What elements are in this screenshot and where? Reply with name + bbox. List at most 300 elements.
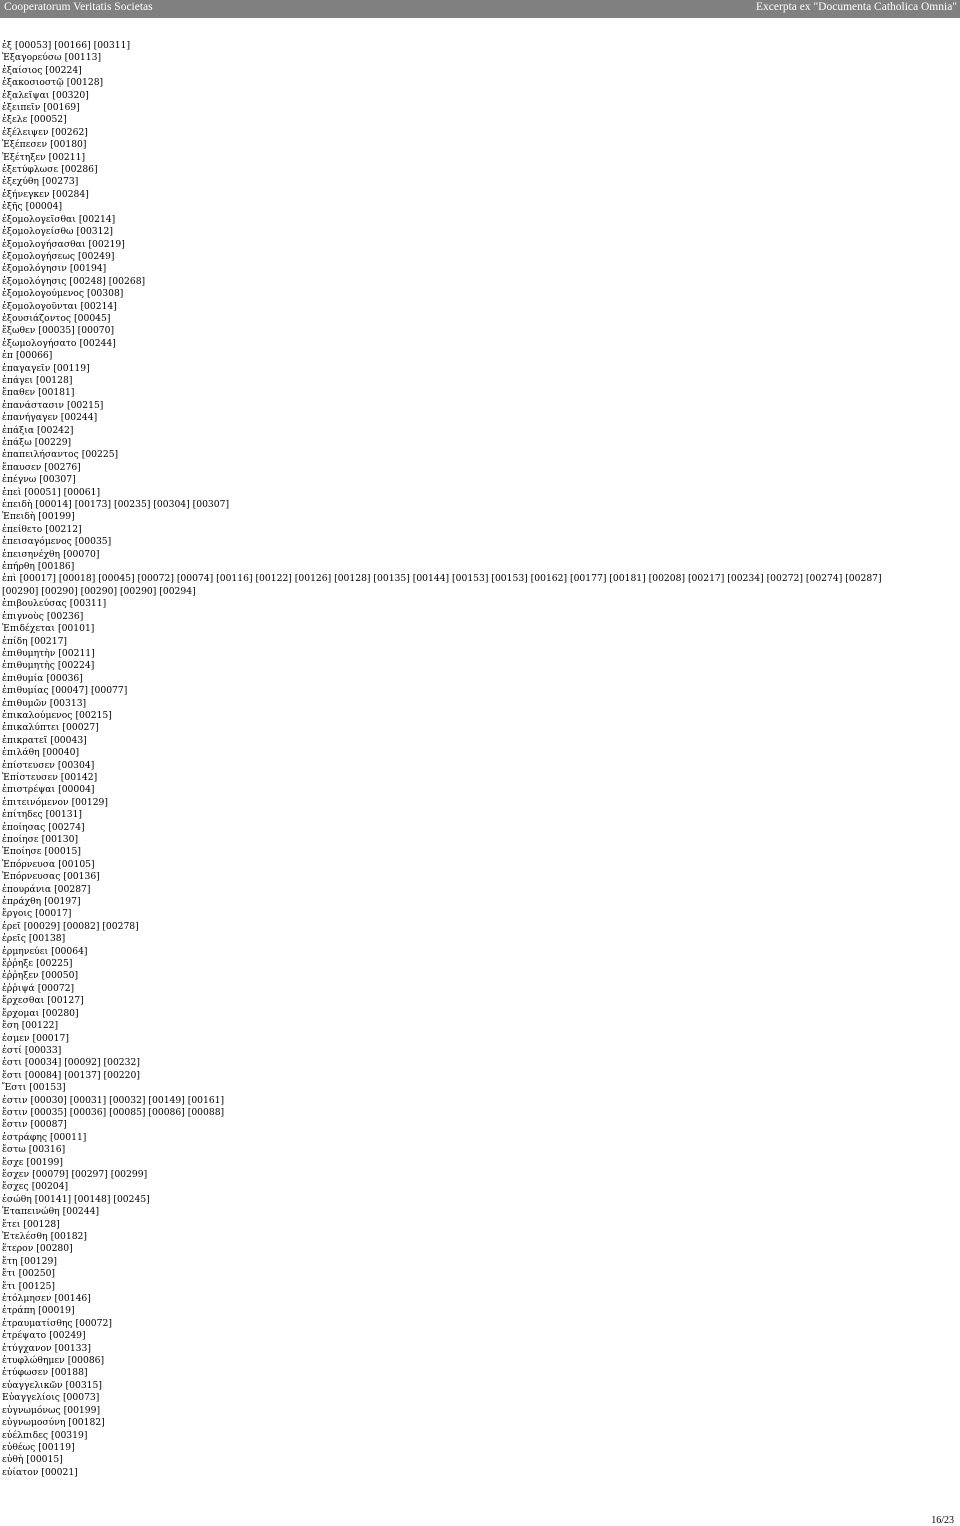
- index-entry: [2, 822, 907, 834]
- index-references: [00129]: [20, 1255, 57, 1267]
- index-entry: [2, 40, 907, 52]
- index-entry: [2, 772, 907, 784]
- index-references: [00004]: [25, 201, 63, 213]
- index-word: ἐξειπεῖν: [2, 102, 41, 114]
- index-word: ἐπίστευσεν: [2, 759, 55, 771]
- index-word: εὐίατον: [2, 1466, 39, 1478]
- index-entry: [2, 573, 907, 598]
- index-word: ἐπράχθη: [2, 896, 42, 908]
- index-entry: [2, 164, 907, 176]
- index-word: Ἐπίστευσεν: [2, 771, 58, 783]
- index-word: ἐπεισηνέχθη: [2, 548, 61, 560]
- index-references: [00141] [00148] [00245]: [34, 1193, 150, 1205]
- index-references: [00043]: [50, 734, 87, 746]
- index-word: ἐπεισαγόμενος: [2, 536, 72, 548]
- index-entry: [2, 1095, 907, 1107]
- index-word: ἔσχε: [2, 1156, 24, 1168]
- index-entry: [2, 90, 907, 102]
- index-references: [00131]: [45, 809, 83, 821]
- index-entry: [2, 425, 907, 437]
- index-references: [00119]: [53, 362, 90, 374]
- index-entry: [2, 462, 907, 474]
- index-references: [00236]: [46, 610, 84, 622]
- index-entry: [2, 338, 907, 350]
- index-references: [00280]: [42, 1007, 79, 1019]
- index-references: [00101]: [58, 623, 95, 635]
- index-word: ἔστι: [2, 1069, 22, 1081]
- index-entry: [2, 623, 907, 635]
- index-word: ἐστι: [2, 1057, 22, 1069]
- index-entry: [2, 846, 907, 858]
- index-entry: [2, 1392, 907, 1404]
- index-references: [00035] [00036] [00085] [00086] [00088]: [30, 1106, 225, 1118]
- index-entry: [2, 859, 907, 871]
- index-word: ἐποίησε: [2, 834, 39, 845]
- index-word: ἔτι: [2, 1280, 16, 1292]
- index-entry: [2, 1281, 907, 1293]
- index-word: ἐξομολόγησιν: [2, 263, 67, 275]
- index-word: ἔτη: [2, 1255, 18, 1267]
- index-entry: [2, 784, 907, 796]
- index-word: ἐτυφλώθημεν: [2, 1355, 65, 1367]
- index-word: ἕτερον: [2, 1243, 34, 1255]
- index-entry: [2, 313, 907, 325]
- index-word: ἔπαθεν: [2, 387, 36, 399]
- index-entry: [2, 698, 907, 710]
- index-word: ἐξ: [2, 40, 12, 51]
- index-references: [00280]: [36, 1243, 73, 1255]
- index-entry: [2, 735, 907, 747]
- index-word: ἐπιστρέψαι: [2, 784, 56, 796]
- index-word: Ἐταπεινώθη: [2, 1206, 60, 1218]
- index-word: ἐπίτηδες: [2, 809, 43, 821]
- index-word: ἐπὶ: [2, 573, 17, 585]
- index-references: [00286]: [61, 164, 98, 176]
- index-entry: [2, 301, 907, 313]
- index-references: [00045]: [74, 312, 111, 324]
- index-entry: [2, 276, 907, 288]
- index-word: ἐπιβουλεύσας: [2, 598, 67, 610]
- index-references: [00214]: [80, 300, 117, 312]
- index-references: [00017]: [32, 1032, 69, 1044]
- index-word: ἔρχεσθαι: [2, 995, 45, 1007]
- index-references: [00181]: [38, 387, 75, 399]
- index-references: [00066]: [15, 350, 53, 362]
- index-references: [00129]: [71, 796, 108, 808]
- index-word: ἐπιθυμητὴν: [2, 647, 56, 659]
- index-word: ἐξομολογεῖσθαι: [2, 213, 76, 225]
- index-entry: [2, 1243, 907, 1255]
- index-references: [00225]: [81, 449, 119, 461]
- index-word: ἐτύφωσεν: [2, 1367, 49, 1379]
- index-word: ἐσώθη: [2, 1193, 32, 1205]
- index-word: ἐξακοσιοστῷ: [2, 77, 64, 89]
- index-word: Ἐπειδὴ: [2, 511, 36, 523]
- index-word: ἐξομολογήσεως: [2, 250, 76, 262]
- index-word: ἔτει: [2, 1218, 21, 1230]
- index-entry: [2, 1181, 907, 1193]
- index-entry: [2, 1417, 907, 1429]
- index-word: ἐπάγει: [2, 374, 34, 386]
- index-word: ἐξομολογείσθω: [2, 226, 74, 238]
- index-references: [00312]: [76, 226, 113, 238]
- index-references: [00204]: [31, 1181, 69, 1193]
- index-references: [00287]: [54, 883, 91, 895]
- index-references: [00035] [00070]: [38, 325, 115, 337]
- index-entry: [2, 970, 907, 982]
- index-word: ἔτι: [2, 1268, 16, 1280]
- index-entry: [2, 524, 907, 536]
- index-entry: [2, 1169, 907, 1181]
- index-references: [00214]: [78, 213, 116, 225]
- index-entry: [2, 65, 907, 77]
- index-entry: [2, 1082, 907, 1094]
- index-word: ἔστιν: [2, 1119, 28, 1131]
- index-references: [00194]: [69, 263, 107, 275]
- index-references: [00153]: [29, 1082, 66, 1094]
- header-right-title: Excerpta ex "Documenta Catholica Omnia": [756, 1, 957, 13]
- index-references: [00017]: [35, 908, 72, 920]
- index-word: ἐπιτεινόμενον: [2, 796, 69, 808]
- index-entry: [2, 561, 907, 573]
- index-word: Ἐπόρνευσας: [2, 871, 61, 883]
- index-entry: [2, 797, 907, 809]
- index-word: ἐρεῖ: [2, 920, 21, 932]
- index-references: [00215]: [75, 709, 112, 721]
- index-entry: [2, 908, 907, 920]
- index-references: [00274]: [48, 821, 85, 833]
- index-references: [00219]: [88, 238, 125, 250]
- index-references: [00182]: [50, 1231, 87, 1242]
- index-references: [00244]: [79, 337, 116, 349]
- index-entry: [2, 1442, 907, 1454]
- index-entry: [2, 363, 907, 375]
- index-entry: [2, 884, 907, 896]
- index-word: ἐξομολόγησις: [2, 275, 67, 287]
- index-word: Ἐτελέσθη: [2, 1231, 48, 1242]
- index-word: ἑξῆς: [2, 201, 23, 213]
- index-references: [00105]: [58, 858, 95, 870]
- index-references: [00250]: [18, 1268, 56, 1280]
- index-entry: [2, 1330, 907, 1342]
- index-references: [00142]: [60, 771, 98, 783]
- index-entry: [2, 176, 907, 188]
- index-word: ἐποίησας: [2, 821, 46, 833]
- index-entry: [2, 896, 907, 908]
- index-entry: [2, 102, 907, 114]
- index-word: ἔξωθεν: [2, 325, 36, 337]
- index-word: Ἐξαγορεύσω: [2, 52, 62, 64]
- index-references: [00034] [00092] [00232]: [24, 1057, 140, 1069]
- index-word: ἐστιν: [2, 1094, 28, 1106]
- index-references: [00050]: [41, 970, 79, 982]
- index-references: [00212]: [45, 523, 82, 535]
- index-word: ἔσχες: [2, 1181, 29, 1193]
- index-word: ἐτρέψατο: [2, 1330, 47, 1342]
- index-references: [00311]: [69, 598, 107, 610]
- index-word: ἐτύγχανον: [2, 1342, 52, 1354]
- index-references: [00033]: [24, 1044, 62, 1056]
- index-word: ἐπέγνω: [2, 474, 37, 486]
- index-references: [00040]: [42, 747, 80, 759]
- index-entry: [2, 1008, 907, 1020]
- index-word: ἐῤῥηξεν: [2, 970, 39, 982]
- index-references: [00249]: [49, 1330, 86, 1342]
- index-entry: [2, 1343, 907, 1355]
- index-word: ἐτόλμησεν: [2, 1293, 52, 1305]
- index-word: ἔσχεν: [2, 1168, 30, 1180]
- index-references: [00284]: [52, 188, 89, 200]
- index-entry: [2, 1367, 907, 1379]
- index-word: ἐσμεν: [2, 1032, 30, 1044]
- index-entry: [2, 412, 907, 424]
- index-word: ἑρμηνεύει: [2, 945, 49, 957]
- index-references: [00079] [00297] [00299]: [32, 1168, 148, 1180]
- index-word: εὐθὴ: [2, 1454, 24, 1466]
- index-references: [00021]: [41, 1466, 78, 1478]
- index-word: εὐγνωμόνως: [2, 1404, 61, 1416]
- index-references: [00315]: [65, 1379, 102, 1391]
- index-entry: [2, 77, 907, 89]
- index-entry: [2, 1454, 907, 1466]
- index-references: [00019]: [38, 1305, 75, 1317]
- index-word: ἐξετύφλωσε: [2, 164, 59, 176]
- index-word: ἔπαυσεν: [2, 461, 42, 473]
- index-entry: [2, 1219, 907, 1231]
- index-entry: [2, 1132, 907, 1144]
- index-entry: [2, 449, 907, 461]
- index-entry: [2, 1405, 907, 1417]
- index-references: [00188]: [51, 1367, 88, 1379]
- index-references: [00047] [00077]: [51, 685, 128, 697]
- index-entry: [2, 1430, 907, 1442]
- index-references: [00072]: [37, 982, 75, 994]
- index-references: [00224]: [57, 660, 95, 672]
- index-references: [00011]: [49, 1131, 87, 1143]
- index-word: εὐγνωμοσύνη: [2, 1417, 66, 1429]
- index-entry: [2, 1020, 907, 1032]
- word-index-list: [2, 40, 907, 1479]
- index-references: [00199]: [38, 511, 75, 523]
- index-references: [00064]: [51, 945, 88, 957]
- index-entry: [2, 1107, 907, 1119]
- index-references: [00199]: [26, 1156, 63, 1168]
- index-entry: [2, 1057, 907, 1069]
- index-references: [00248] [00268]: [69, 275, 146, 287]
- index-word: ἐπήρθη: [2, 561, 35, 573]
- index-references: [00199]: [63, 1404, 101, 1416]
- index-entry: [2, 648, 907, 660]
- index-word: ἐτραυματίσθης: [2, 1317, 73, 1329]
- index-word: ἐπιθυμία: [2, 672, 44, 684]
- index-word: ἐξήνεγκεν: [2, 188, 50, 200]
- index-word: ἔρχομαι: [2, 1007, 40, 1019]
- index-entry: [2, 114, 907, 126]
- index-entry: [2, 611, 907, 623]
- index-references: [00182]: [68, 1417, 105, 1429]
- index-references: [00130]: [41, 834, 79, 845]
- index-references: [00052]: [30, 114, 67, 126]
- index-word: ἐπάξια: [2, 424, 35, 436]
- index-entry: [2, 1467, 907, 1479]
- index-references: [00027]: [62, 722, 99, 734]
- index-references: [00073]: [62, 1392, 100, 1404]
- index-entry: [2, 226, 907, 238]
- index-references: [00136]: [63, 871, 100, 883]
- index-references: [00035]: [74, 536, 112, 548]
- index-references: [00119]: [38, 1441, 75, 1453]
- index-entry: [2, 400, 907, 412]
- index-word: ἐξομολογοῦνται: [2, 300, 78, 312]
- index-entry: [2, 536, 907, 548]
- index-references: [00225]: [36, 958, 73, 970]
- index-references: [00244]: [60, 412, 98, 424]
- index-references: [00211]: [48, 151, 86, 163]
- index-entry: [2, 685, 907, 697]
- index-references: [00169]: [43, 102, 80, 114]
- index-entry: [2, 660, 907, 672]
- index-entry: [2, 933, 907, 945]
- index-entry: [2, 1268, 907, 1280]
- index-entry: [2, 1206, 907, 1218]
- index-entry: [2, 152, 907, 164]
- index-references: [00242]: [37, 424, 74, 436]
- index-word: ἐπαγαγεῖν: [2, 362, 51, 374]
- index-word: ἔῤῥηξε: [2, 958, 34, 970]
- index-word: ἐστί: [2, 1044, 22, 1056]
- index-word: ἔστω: [2, 1144, 26, 1156]
- index-references: [00211]: [58, 647, 95, 659]
- index-references: [00128]: [36, 374, 73, 386]
- index-entry: [2, 958, 907, 970]
- index-entry: [2, 1194, 907, 1206]
- index-references: [00015]: [44, 846, 81, 858]
- index-word: ἐπ: [2, 350, 13, 362]
- index-references: [00128]: [23, 1218, 60, 1230]
- index-entry: [2, 809, 907, 821]
- index-references: [00197]: [44, 896, 81, 908]
- index-references: [00053] [00166] [00311]: [15, 40, 131, 51]
- index-entry: [2, 1157, 907, 1169]
- index-word: ἔστιν: [2, 1106, 28, 1118]
- index-references: [00304]: [57, 759, 95, 771]
- index-word: ἐπάξω: [2, 437, 32, 448]
- index-entry: [2, 437, 907, 449]
- index-word: ἐστράφης: [2, 1131, 47, 1143]
- index-references: [00308]: [86, 288, 124, 300]
- index-references: [00030] [00031] [00032] [00149] [00161]: [30, 1094, 225, 1106]
- index-word: ἐξεχύθη: [2, 176, 39, 188]
- index-word: ἐπαπειλήσαντος: [2, 449, 79, 461]
- index-references: [00133]: [54, 1342, 91, 1354]
- index-entry: [2, 239, 907, 251]
- index-references: [00070]: [63, 548, 100, 560]
- index-entry: [2, 722, 907, 734]
- index-word: ἐξελε: [2, 114, 28, 126]
- index-word: ἐπεὶ: [2, 486, 22, 498]
- index-entry: [2, 921, 907, 933]
- index-references: [00036]: [46, 672, 83, 684]
- index-word: ἐξέλειψεν: [2, 126, 49, 138]
- index-entry: [2, 387, 907, 399]
- index-references: [00319]: [51, 1429, 88, 1441]
- index-entry: [2, 1144, 907, 1156]
- index-word: ἐπουράνια: [2, 883, 52, 895]
- index-references: [00087]: [30, 1119, 67, 1131]
- index-word: ἐξομολογήσασθαι: [2, 238, 86, 250]
- index-word: Ἐπόρνευσα: [2, 858, 56, 870]
- index-word: εὐαγγελικῶν: [2, 1379, 63, 1391]
- index-references: [00125]: [18, 1280, 56, 1292]
- index-entry: [2, 263, 907, 275]
- index-entry: [2, 201, 907, 213]
- index-word: ἐπανάστασιν: [2, 399, 64, 411]
- index-entry: [2, 710, 907, 722]
- page-number: 16/23: [931, 1515, 954, 1526]
- index-entry: [2, 214, 907, 226]
- index-entry: [2, 375, 907, 387]
- index-entry: [2, 487, 907, 499]
- index-word: ἐπιθυμῶν: [2, 697, 47, 709]
- index-entry: [2, 871, 907, 883]
- index-word: ἐπικαλούμενος: [2, 709, 73, 721]
- index-entry: [2, 747, 907, 759]
- index-references: [00307]: [39, 474, 76, 486]
- index-word: ἐξαλεῖψαι: [2, 89, 50, 101]
- index-word: ἐπικρατεῖ: [2, 734, 48, 746]
- index-word: ἐξωμολογήσατο: [2, 337, 77, 349]
- index-entry: [2, 189, 907, 201]
- index-entry: [2, 139, 907, 151]
- index-entry: [2, 1355, 907, 1367]
- index-entry: [2, 1256, 907, 1268]
- index-entry: [2, 1033, 907, 1045]
- index-references: [00051] [00061]: [24, 486, 101, 498]
- index-references: [00224]: [45, 64, 82, 76]
- index-word: Ἐξέπεσεν: [2, 139, 48, 151]
- index-references: [00186]: [37, 561, 75, 573]
- index-entry: [2, 499, 907, 511]
- index-word: Ἐποίησε: [2, 846, 42, 858]
- index-entry: [2, 636, 907, 648]
- index-references: [00086]: [67, 1355, 105, 1367]
- index-references: [00128]: [66, 77, 104, 89]
- index-word: ἐπιλάθη: [2, 747, 40, 759]
- index-entry: [2, 52, 907, 64]
- index-word: ἐπανήγαγεν: [2, 412, 58, 424]
- index-word: ἐπικαλύπτει: [2, 722, 60, 734]
- index-word: ἐῤῥιψά: [2, 982, 35, 994]
- index-word: ἐπιγνοὺς: [2, 610, 44, 622]
- index-references: [00273]: [41, 176, 79, 188]
- index-entry: [2, 598, 907, 610]
- index-entry: [2, 325, 907, 337]
- index-references: [00127]: [47, 995, 84, 1007]
- header-left-title: Cooperatorum Veritatis Societas: [4, 1, 153, 13]
- index-references: [00244]: [62, 1206, 100, 1218]
- index-entry: [2, 288, 907, 300]
- index-references: [00320]: [52, 89, 89, 101]
- index-references: [00276]: [44, 461, 81, 473]
- index-entry: [2, 350, 907, 362]
- index-references: [00138]: [28, 933, 66, 945]
- index-word: Ἔστι: [2, 1082, 27, 1094]
- index-entry: [2, 834, 907, 846]
- index-entry: [2, 1070, 907, 1082]
- index-references: [00229]: [34, 437, 72, 448]
- index-entry: [2, 1293, 907, 1305]
- index-references: [00217]: [30, 635, 68, 647]
